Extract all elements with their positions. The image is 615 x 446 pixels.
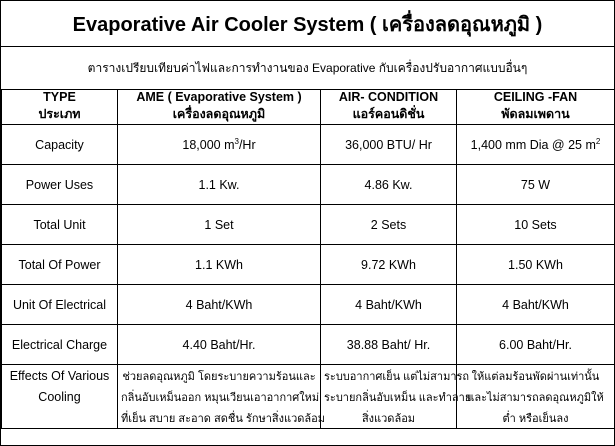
- cell-air: 9.72 KWh: [321, 245, 457, 285]
- cell-fan: 4 Baht/KWh: [457, 285, 615, 325]
- page-title: Evaporative Air Cooler System ( เครื่องลดอุณหภูมิ ): [1, 1, 614, 47]
- cell-ame: 18,000 $m^3/Hr$: [118, 125, 321, 165]
- cell-fan: 10 Sets: [457, 205, 615, 245]
- table-row: [2, 245, 615, 285]
- header-ame-th: เครื่องลดอุณหภูมิ: [118, 104, 321, 125]
- header-air: AIR- CONDITION: [321, 90, 457, 105]
- effects-air-line-1: ระบบอากาศเย็น แต่ไม่สามารถ: [321, 365, 457, 387]
- cell-ame: 1.1 KWh: [118, 245, 321, 285]
- header-row-th: [2, 104, 615, 125]
- header-air-th: แอร์คอนดิชั่น: [321, 104, 457, 125]
- effects-row-3: [2, 407, 615, 429]
- table-row: [2, 325, 615, 365]
- table-row: [2, 285, 615, 325]
- empty-label-cell: [2, 407, 118, 429]
- cell-ame: 1 Set: [118, 205, 321, 245]
- row-label: Unit Of Electrical: [2, 285, 118, 325]
- row-label: Power Uses: [2, 165, 118, 205]
- effects-label: Effects Of Various: [2, 365, 118, 387]
- cell-air: 36,000 BTU/ Hr: [321, 125, 457, 165]
- cell-ame: 4 Baht/KWh: [118, 285, 321, 325]
- cell-fan: 75 W: [457, 165, 615, 205]
- effects-row-2: [2, 386, 615, 407]
- header-row-en: [2, 90, 615, 105]
- cell-air: 2 Sets: [321, 205, 457, 245]
- effects-air-line-3: สิ่งแวดล้อม: [321, 407, 457, 429]
- row-label: Capacity: [2, 125, 118, 165]
- row-label: Electrical Charge: [2, 325, 118, 365]
- effects-fan-line-1: ให้แต่ลมร้อนพัดผ่านเท่านั้น: [457, 365, 615, 387]
- effects-fan-line-3: ต่ำ หรือเย็นลง: [457, 407, 615, 429]
- header-type: TYPE: [2, 90, 118, 105]
- effects-ame-line-1: ช่วยลดอุณหภูมิ โดยระบายความร้อนและ: [118, 365, 321, 387]
- row-label: Total Unit: [2, 205, 118, 245]
- cell-air: 38.88 Baht/ Hr.: [321, 325, 457, 365]
- cooling-label: Cooling: [2, 386, 118, 407]
- header-type-th: ประเภท: [2, 104, 118, 125]
- effects-fan-line-2: และไม่สามารถลดอุณหภูมิให้: [457, 386, 615, 407]
- cell-fan: 1.50 KWh: [457, 245, 615, 285]
- header-fan-th: พัดลมเพดาน: [457, 104, 615, 125]
- cell-fan: 6.00 Baht/Hr.: [457, 325, 615, 365]
- capacity-row: [2, 125, 615, 165]
- effects-air-line-2: ระบายกลิ่นอับเหม็น และทำลาย: [321, 386, 457, 407]
- comparison-table: [1, 89, 615, 429]
- cell-ame: 1.1 Kw.: [118, 165, 321, 205]
- table-row: [2, 165, 615, 205]
- cell-fan: 1,400 mm Dia @ 25 $m^2$: [457, 125, 615, 165]
- cell-ame: 4.40 Baht/Hr.: [118, 325, 321, 365]
- header-ame: AME ( Evaporative System ): [118, 90, 321, 105]
- cell-air: 4 Baht/KWh: [321, 285, 457, 325]
- row-label: Total Of Power: [2, 245, 118, 285]
- page-subtitle: ตารางเปรียบเทียบค่าไฟและการทำงานของ Evaporative กับเครื่องปรับอากาศแบบอื่นๆ: [1, 47, 614, 90]
- effects-ame-line-3: ที่เย็น สบาย สะอาด สดชื่น รักษาสิ่งแวดล้อม: [118, 407, 321, 429]
- cell-air: 4.86 Kw.: [321, 165, 457, 205]
- table-row: [2, 205, 615, 245]
- effects-row-1: [2, 365, 615, 387]
- header-fan: CEILING -FAN: [457, 90, 615, 105]
- effects-ame-line-2: กลิ่นอับเหม็นออก หมุนเวียนเอาอากาศใหม่: [118, 386, 321, 407]
